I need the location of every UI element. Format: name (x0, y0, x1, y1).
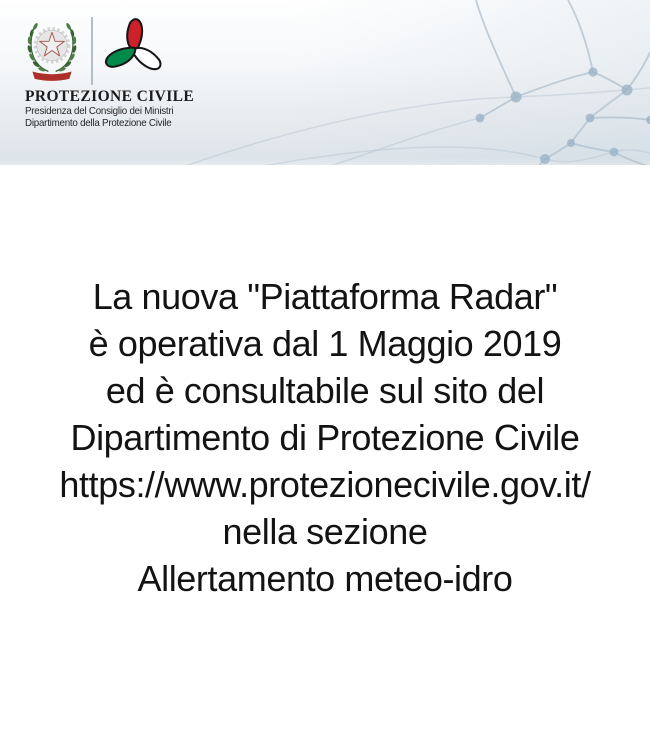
italian-republic-emblem-icon (23, 12, 81, 86)
protezione-civile-logo-icon (100, 10, 168, 90)
brand-subtitle-presidenza: Presidenza del Consiglio dei Ministri (25, 106, 174, 117)
notice-line-site: ed è consultabile sul sito del (105, 370, 545, 411)
notice-line-title: La nuova "Piattaforma Radar" (92, 276, 558, 317)
notice-line-dept: Dipartimento di Protezione Civile (70, 417, 580, 458)
brand-title: PROTEZIONE CIVILE (25, 88, 195, 105)
logo-divider (91, 17, 93, 85)
notice-text-block (0, 165, 650, 602)
notice-line-url: https://www.protezionecivile.gov.it/ (59, 464, 591, 505)
notice-line-allerta: Allertamento meteo-idro (137, 558, 513, 599)
notice-line-date: è operativa dal 1 Maggio 2019 (88, 323, 562, 364)
letterhead-header (0, 0, 650, 165)
logo-row (0, 0, 300, 165)
brand-subtitle-dipartimento: Dipartimento della Protezione Civile (25, 117, 172, 129)
notice-line-section: nella sezione (222, 511, 428, 552)
brand-block (25, 88, 194, 130)
